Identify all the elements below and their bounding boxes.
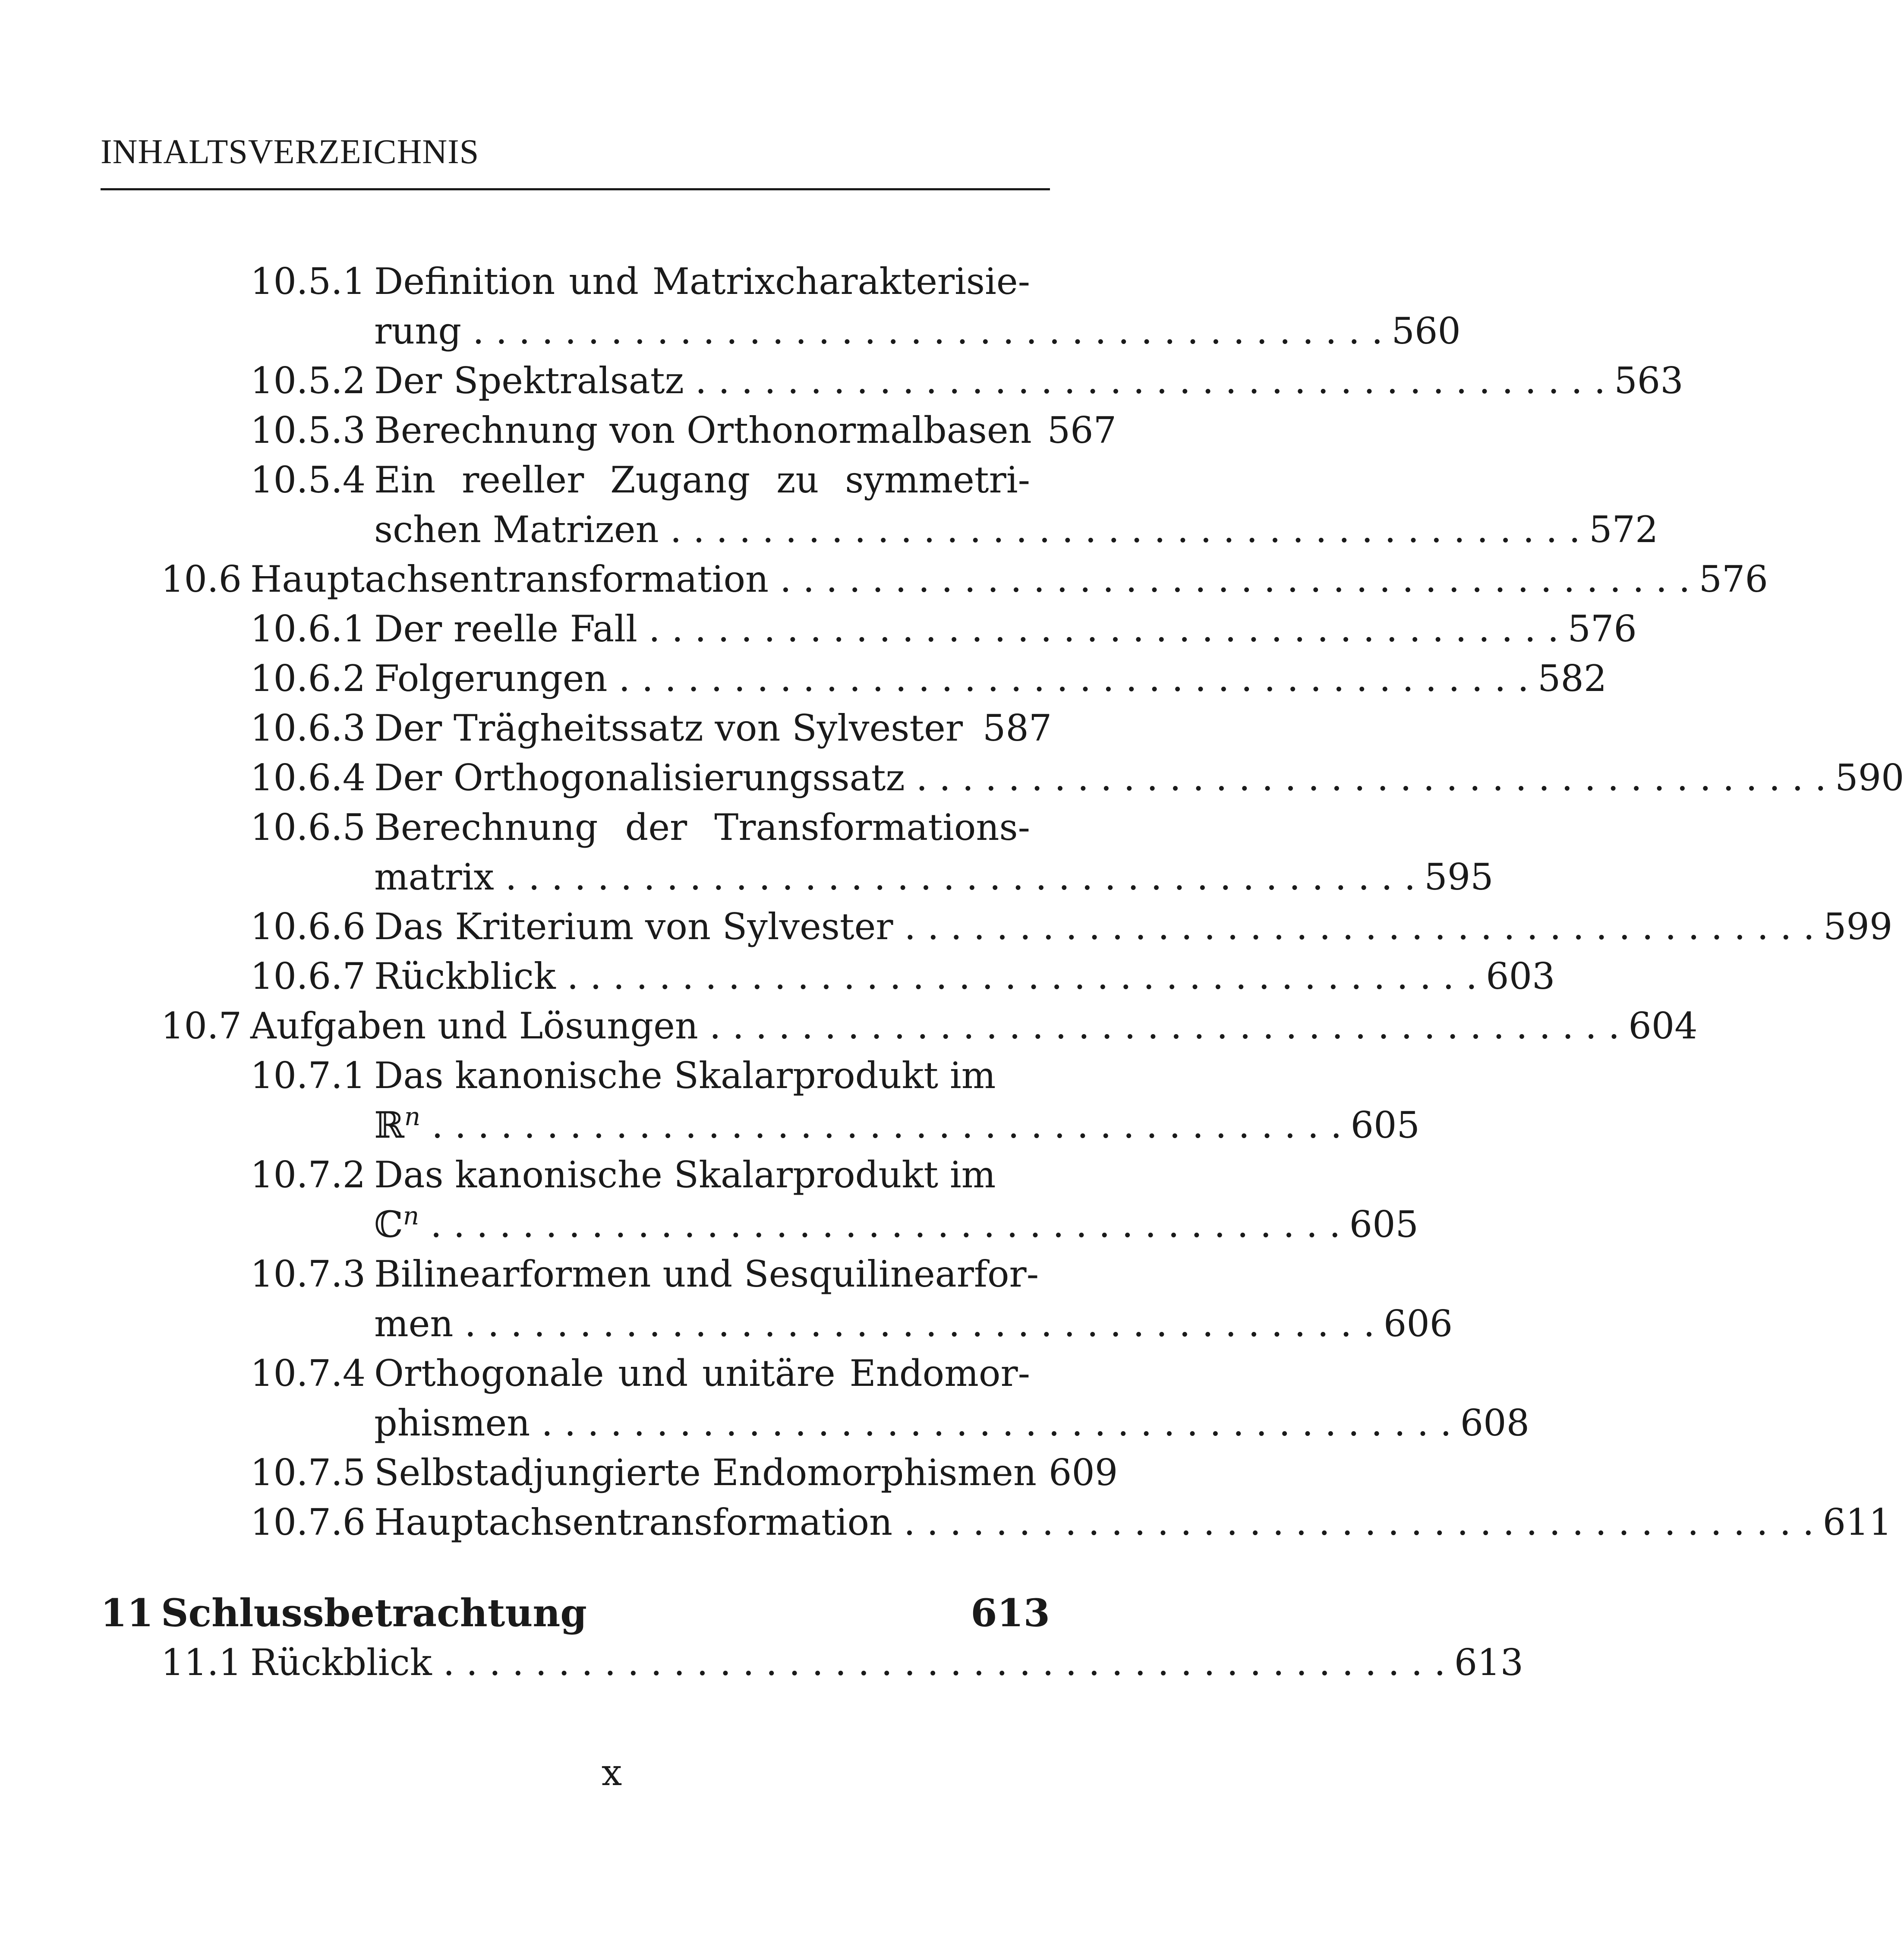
dot-leader: . . . . . . . . . . . . . . . . . . . . . . . . . . . . . . . . . . . . . . . . [709, 1005, 1620, 1047]
toc-entry-10-7-4[interactable] [250, 1349, 1050, 1398]
section-number: 10.7.4 [250, 1352, 366, 1394]
toc-entry-10-6[interactable] [161, 555, 1768, 604]
dot-leader: . . . . . . . . . . . . . . . . . . . . . . . . . . . . . . . . . . . . . . . . [695, 360, 1606, 402]
section-number: 10.7.1 [250, 1054, 366, 1097]
section-title-line2: matrix [374, 856, 494, 898]
dot-leader: . . . . . . . . . . . . . . . . . . . . . . . . . . . . . . . . . . . . . . . . [649, 608, 1559, 650]
page-number: 608 [1460, 1402, 1530, 1444]
section-number: 10.6.7 [250, 955, 366, 997]
toc-entry-10-5-4[interactable] [250, 455, 1050, 505]
dot-leader: . . . . . . . . . . . . . . . . . . . . . . . . . . . . . . . . . . . . . . . . [505, 856, 1416, 898]
section-number: 10.7.3 [250, 1253, 366, 1295]
section-number: 10.6.4 [250, 757, 366, 799]
section-title-line2: men [374, 1303, 454, 1345]
page-number: 599 [1823, 905, 1893, 948]
page-number: 603 [1486, 955, 1555, 997]
dot-leader: . . . . . . . . . . . . . . . . . . . . . . . . . . . . . . . . . . . . . . . . [904, 905, 1815, 948]
header-rule [101, 188, 1050, 190]
dot-leader: . . . . . . . . . . . . . . . . . . . . . . . . . . . . . . . . . . . . . . . . [904, 1501, 1814, 1543]
dot-leader: . . . . . . . . . . . . . . . . . . . . . . . . . . . . . . . . . . . . . . . . [618, 657, 1529, 700]
chapter-title: Schlussbetrachtung [161, 1590, 587, 1635]
section-title-line1: Bilinearformen und Sesquilinearfor- [374, 1253, 1039, 1295]
page-number: 582 [1537, 657, 1607, 700]
section-title-line1: Ein reeller Zugang zu symmetri- [374, 459, 1030, 501]
chapter-page-number: 613 [971, 1590, 1050, 1635]
section-title: Folgerungen [374, 657, 608, 700]
section-title: Hauptachsentransformation [374, 1501, 893, 1543]
toc-entry-10-7-3[interactable] [250, 1249, 1050, 1299]
toc-entry-10-6-3[interactable] [250, 704, 1050, 753]
dot-leader: . . . . . . . . . . . . . . . . . . . . . . . . . . . . . . . . . . . . . . . . [432, 1104, 1342, 1146]
toc-entry-10-7-2[interactable] [250, 1150, 1050, 1200]
section-number: 10.6.6 [250, 905, 366, 948]
page-number: 563 [1614, 360, 1683, 402]
page-number: 572 [1589, 508, 1658, 551]
toc-entry-10-6-5-cont[interactable] [374, 852, 1494, 902]
section-title-line2: schen Matrizen [374, 508, 659, 551]
section-number: 10.6.3 [250, 707, 366, 749]
page-number: 606 [1383, 1303, 1453, 1345]
toc-entry-10-6-2[interactable] [250, 654, 1607, 704]
section-number: 11.1 [161, 1641, 242, 1684]
dot-leader: . . . . . . . . . . . . . . . . . . . . . . . . . . . . . . . . . . . . . . . . [473, 310, 1383, 352]
section-number: 10.5.3 [250, 409, 366, 451]
toc-entry-10-7-3-cont[interactable] [374, 1299, 1453, 1349]
page-number: 590 [1835, 757, 1904, 799]
section-title-line1: Orthogonale und unitäre Endomor- [374, 1352, 1030, 1394]
page-number: 567 [1047, 409, 1117, 451]
page-folio: x [601, 1751, 622, 1794]
section-number: 10.6 [161, 558, 242, 600]
section-title: Der Trägheitssatz von Sylvester [374, 707, 963, 749]
section-title: Rückblick [250, 1641, 432, 1684]
dot-leader: . . . . . . . . . . . . . . . . . . . . . . . . . . . . . . . . . . . . . . . . [916, 757, 1827, 799]
toc-entry-10-5-4-cont[interactable] [374, 505, 1658, 555]
page-number: 576 [1699, 558, 1768, 600]
toc-entry-10-7-1-cont[interactable] [374, 1101, 1420, 1150]
toc-entry-11-1[interactable] [161, 1638, 1524, 1688]
section-number: 10.7 [161, 1005, 242, 1047]
real-numbers-symbol: ℝ$^n$ [374, 1102, 421, 1146]
toc-entry-10-6-5[interactable] [250, 803, 1050, 852]
toc-entry-10-5-3[interactable] [250, 406, 1117, 455]
section-title: Rückblick [374, 955, 556, 997]
page-number: 595 [1424, 856, 1494, 898]
toc-entry-10-7-1[interactable] [250, 1051, 1050, 1101]
section-number: 10.6.1 [250, 608, 366, 650]
section-number: 10.7.5 [250, 1451, 366, 1494]
section-title: Berechnung von Orthonormalbasen [374, 409, 1032, 451]
section-title: Der Orthogonalisierungssatz [374, 757, 905, 799]
toc-entry-10-6-4[interactable] [250, 753, 1904, 803]
dot-leader: . . . . . . . . . . . . . . . . . . . . . . . . . . . . . . . . . . . . . . . . [430, 1203, 1341, 1246]
dot-leader: . . . . . . . . . . . . . . . . . . . . . . . . . . . . . . . . . . . . . . . . [780, 558, 1690, 600]
section-title: Aufgaben und Lösungen [250, 1005, 698, 1047]
section-number: 10.5.4 [250, 459, 366, 501]
toc-entry-10-6-6[interactable] [250, 902, 1893, 952]
section-number: 10.6.2 [250, 657, 366, 700]
section-number: 10.5.1 [250, 260, 366, 303]
section-number: 10.7.2 [250, 1154, 366, 1196]
toc-entry-10-7-4-cont[interactable] [374, 1398, 1530, 1448]
dot-leader: . . . . . . . . . . . . . . . . . . . . . . . . . . . . . . . . . . . . . . . . . . . . [443, 1641, 1446, 1684]
dot-leader: . . . . . . . . . . . . . . . . . . . . . . . . . . . . . . . . . . . . . . . . [541, 1402, 1452, 1444]
page-number: 605 [1349, 1203, 1419, 1246]
toc-entry-10-5-1-cont[interactable] [374, 306, 1461, 356]
dot-leader: . . . . . . . . . . . . . . . . . . . . . . . . . . . . . . . . . . . . . . . . [670, 508, 1581, 551]
page-number: 613 [1454, 1641, 1524, 1684]
toc-entry-10-7[interactable] [161, 1001, 1698, 1051]
section-number: 10.6.5 [250, 806, 366, 849]
section-title-line1: Das kanonische Skalarprodukt im [374, 1054, 996, 1097]
page-number: 560 [1391, 310, 1461, 352]
toc-entry-10-7-6[interactable] [250, 1498, 1892, 1547]
section-title-line2: rung [374, 310, 462, 352]
section-title-line1: Das kanonische Skalarprodukt im [374, 1154, 996, 1196]
section-title-line1: Definition und Matrixcharakterisie- [374, 260, 1030, 303]
toc-chapter-11[interactable] [101, 1588, 1050, 1638]
section-title: Der Spektralsatz [374, 360, 684, 402]
dot-leader: . . . . . . . . . . . . . . . . . . . . . . . . . . . . . . . . . . . . . . . . [464, 1303, 1375, 1345]
toc-entry-10-5-1[interactable] [250, 257, 1050, 306]
page-number: 611 [1822, 1501, 1892, 1543]
toc-entry-10-7-2-cont[interactable] [374, 1200, 1419, 1249]
section-title: Der reelle Fall [374, 608, 638, 650]
toc-entry-10-7-5[interactable] [250, 1448, 1118, 1498]
toc-entry-10-6-1[interactable] [250, 604, 1637, 654]
section-title-line2: phismen [374, 1402, 530, 1444]
page-number: 587 [982, 707, 1052, 749]
section-number: 10.7.6 [250, 1501, 366, 1543]
toc-entry-10-5-2[interactable] [250, 356, 1683, 406]
toc-entry-10-6-7[interactable] [250, 952, 1555, 1001]
page-number: 604 [1628, 1005, 1698, 1047]
section-title: Das Kriterium von Sylvester [374, 905, 893, 948]
complex-numbers-symbol: ℂ$^n$ [374, 1201, 419, 1246]
section-number: 10.5.2 [250, 360, 366, 402]
page-number: 576 [1567, 608, 1637, 650]
section-title: Hauptachsentransformation [250, 558, 769, 600]
page-number: 609 [1048, 1451, 1118, 1494]
chapter-number: 11 [101, 1590, 154, 1635]
page-number: 605 [1350, 1104, 1420, 1146]
running-head: INHALTSVERZEICHNIS [101, 133, 479, 171]
section-title-line1: Berechnung der Transformations- [374, 806, 1030, 849]
dot-leader: . . . . . . . . . . . . . . . . . . . . . . . . . . . . . . . . . . . . . . . . [567, 955, 1478, 997]
section-title: Selbstadjungierte Endomorphismen [374, 1451, 1037, 1494]
